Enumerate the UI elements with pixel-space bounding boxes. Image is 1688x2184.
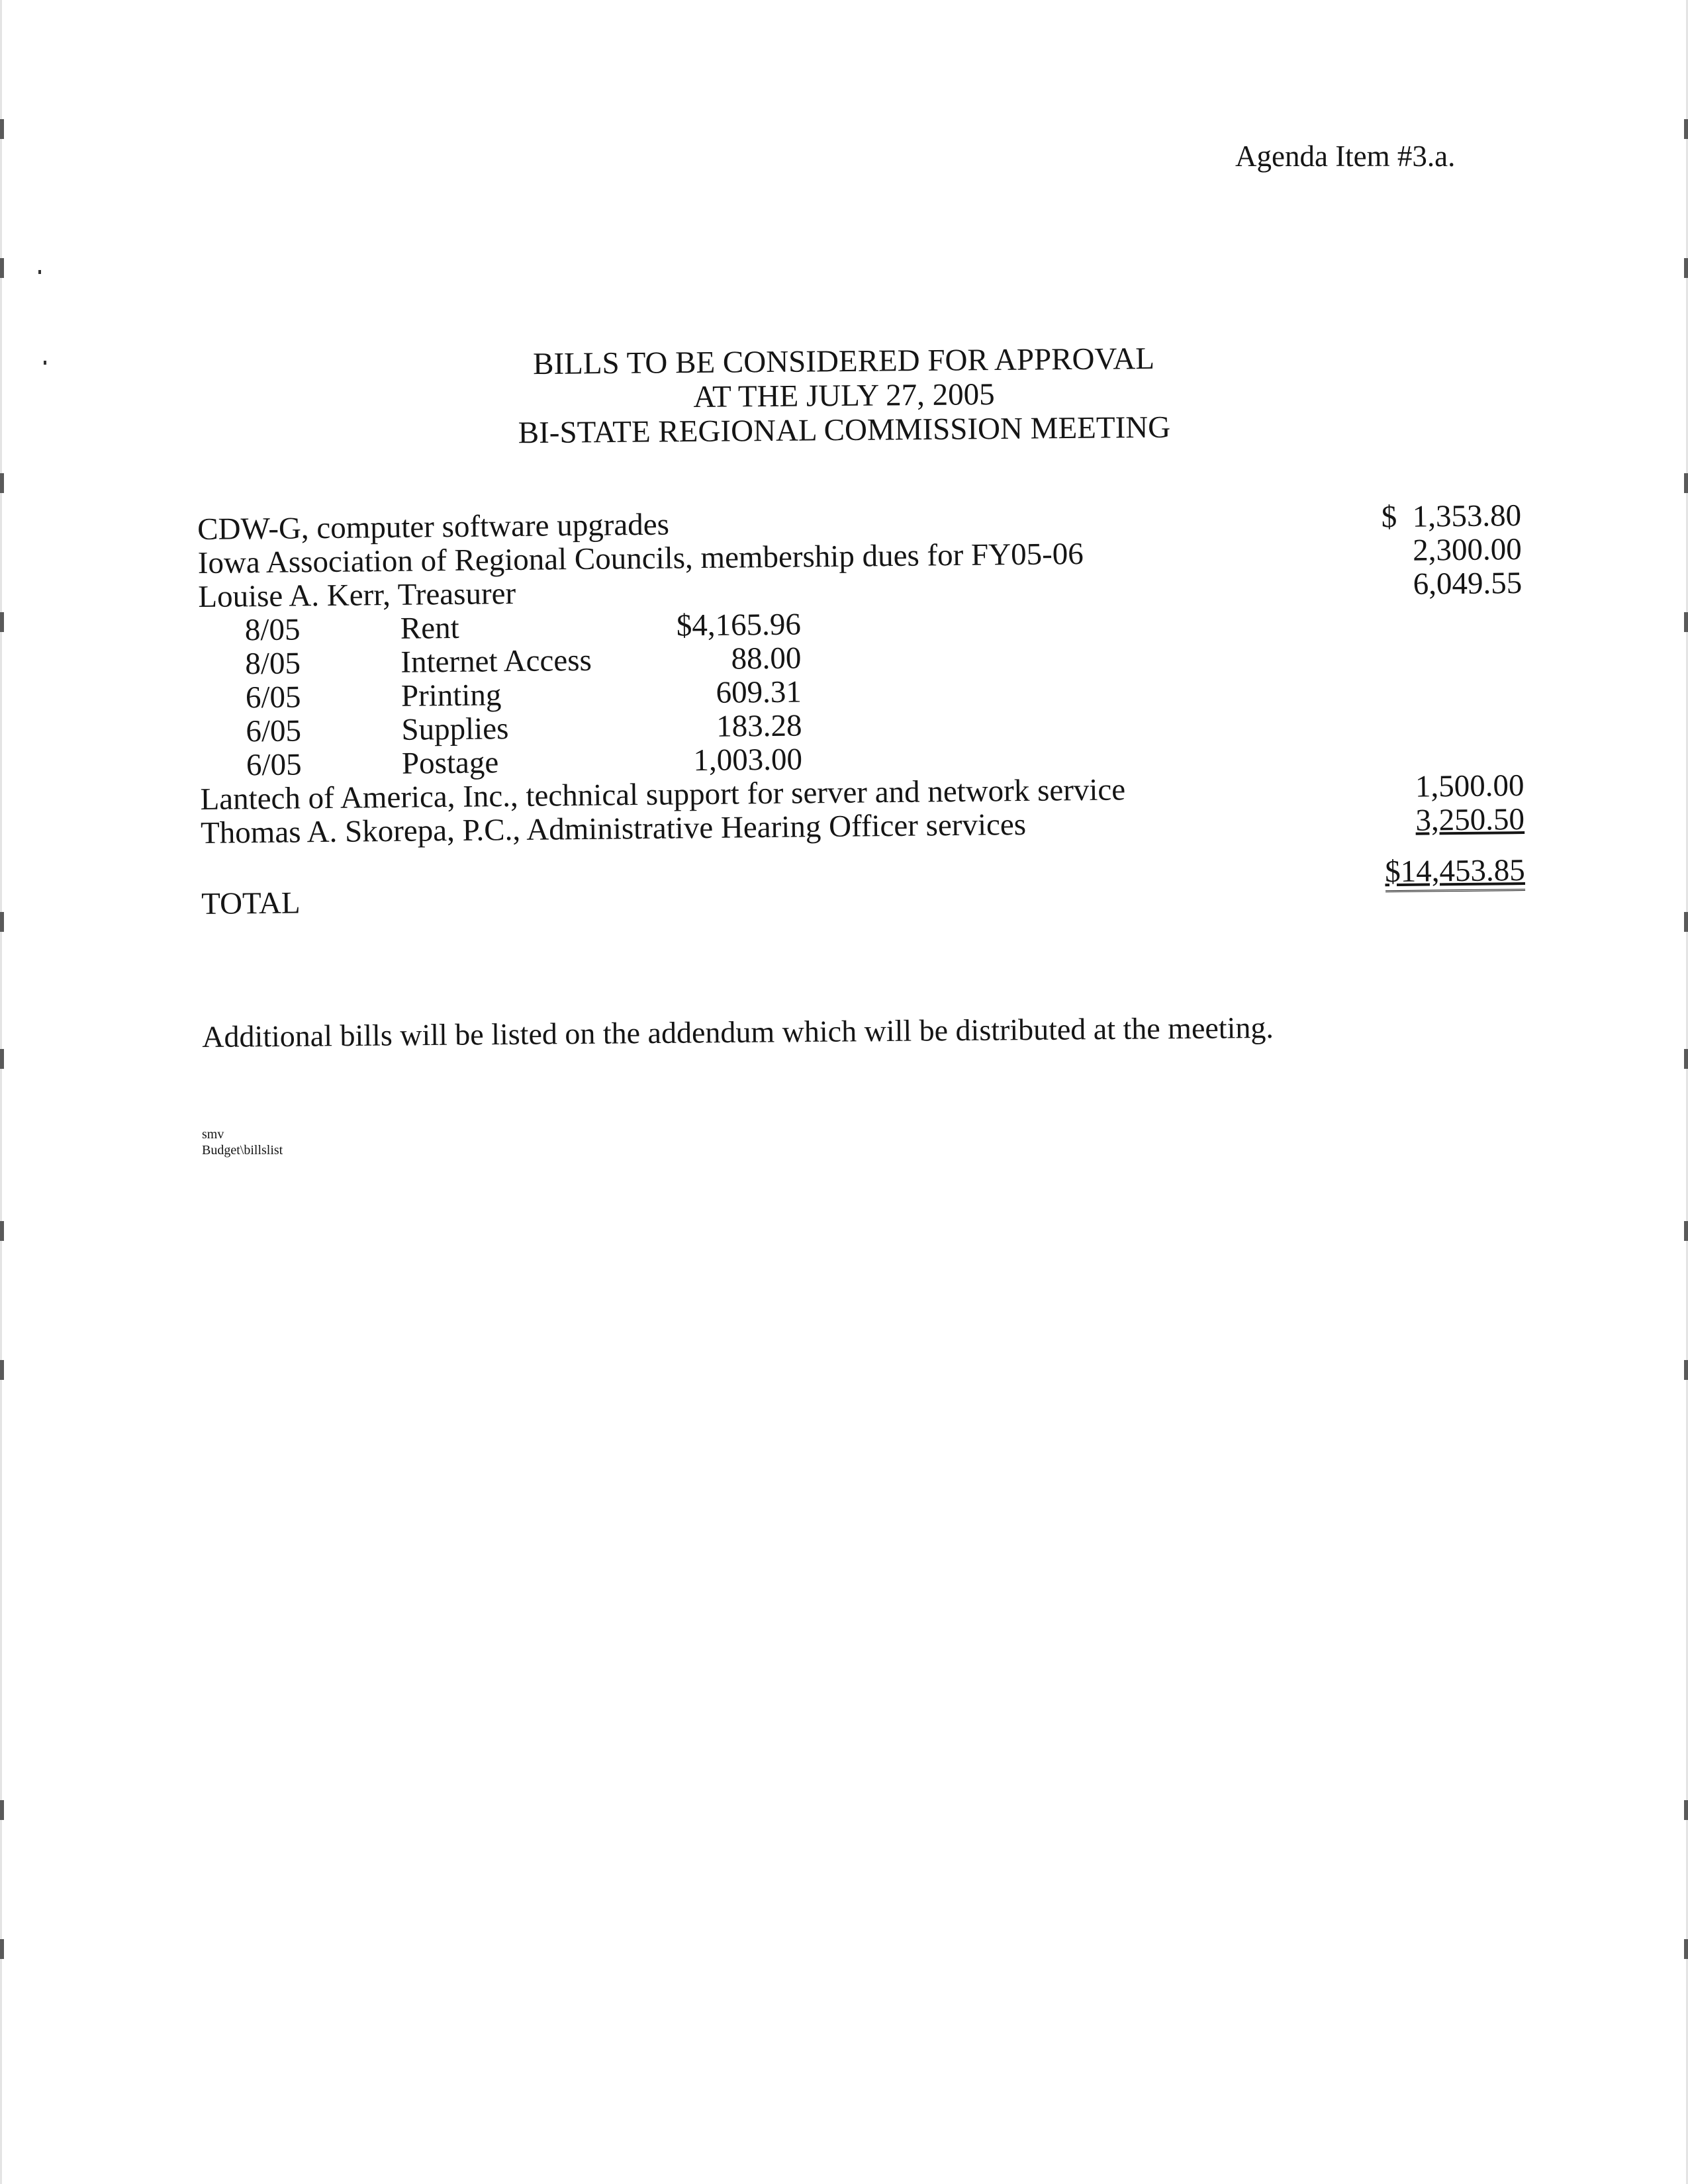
sub-item-name: Internet Access: [400, 643, 592, 680]
scan-mark: [0, 1221, 4, 1241]
scan-mark: [1684, 612, 1688, 632]
scan-mark: [1684, 1360, 1688, 1380]
sub-item-date: 6/05: [245, 680, 301, 715]
total-label: TOTAL: [201, 886, 301, 921]
addendum-note: Additional bills will be listed on the addendum which will be distributed at the meeting.: [202, 1010, 1274, 1054]
total-row: [201, 853, 1526, 921]
sub-item-date: 6/05: [246, 747, 302, 783]
sub-item-name: Postage: [401, 745, 499, 781]
scan-mark: [0, 258, 4, 278]
bill-amount: 1,500.00: [1415, 768, 1524, 804]
bill-amount: 2,300.00: [1412, 532, 1522, 568]
scan-mark: [0, 1800, 4, 1820]
bill-amount: 3,250.50: [1415, 802, 1525, 838]
scan-mark: [1684, 258, 1688, 278]
agenda-item-label: Agenda Item #3.a.: [1235, 140, 1456, 173]
scan-speck: [38, 270, 41, 274]
scan-mark: [0, 1360, 4, 1380]
scan-mark: [1684, 119, 1688, 139]
total-amount: $14,453.85: [1385, 854, 1525, 892]
scan-mark: [1684, 1800, 1688, 1820]
bill-label: Iowa Association of Regional Councils, membership dues for FY05-06: [197, 536, 1084, 580]
scan-mark: [0, 612, 4, 632]
title-line-3: BI-STATE REGIONAL COMMISSION MEETING: [518, 410, 1171, 451]
bills-list: [197, 499, 1525, 921]
sub-item-amount: 183.28: [716, 708, 802, 744]
sub-item-date: 6/05: [246, 713, 302, 749]
bill-amount: $ 1,353.80: [1381, 498, 1522, 535]
scan-mark: [1684, 1049, 1688, 1069]
sub-item-name: Supplies: [401, 711, 509, 747]
scan-mark: [0, 1939, 4, 1959]
title-line-1: BILLS TO BE CONSIDERED FOR APPROVAL: [532, 341, 1155, 382]
scan-mark: [0, 473, 4, 493]
document-title: [0, 337, 1688, 455]
sub-item-name: Printing: [400, 678, 502, 713]
title-line-2: AT THE JULY 27, 2005: [693, 377, 995, 414]
sub-item-date: 8/05: [244, 612, 301, 648]
bill-label: Lantech of America, Inc., technical support for server and network service: [200, 772, 1126, 817]
bill-label: Louise A. Kerr, Treasurer: [198, 576, 516, 614]
scan-mark: [0, 119, 4, 139]
scan-mark: [1684, 912, 1688, 932]
scan-mark: [0, 912, 4, 932]
scan-mark: [0, 1049, 4, 1069]
sub-item-amount: 88.00: [731, 641, 802, 676]
sub-item-date: 8/05: [245, 646, 301, 682]
scan-mark: [1684, 473, 1688, 493]
bill-label: Thomas A. Skorepa, P.C., Administrative Hearing Officer services: [200, 807, 1027, 850]
file-path: Budget\billslist: [202, 1143, 283, 1158]
scan-mark: [1684, 1221, 1688, 1241]
sub-item-amount: 1,003.00: [693, 742, 803, 778]
footer-reference: [202, 1126, 283, 1158]
typist-initials: smv: [202, 1127, 224, 1142]
left-page-edge: [0, 0, 2, 2184]
sub-item-amount: 609.31: [716, 674, 802, 710]
scan-mark: [1684, 1939, 1688, 1959]
sub-item-name: Rent: [400, 610, 459, 646]
bill-amount: 6,049.55: [1413, 566, 1523, 602]
sub-item-amount: $4,165.96: [676, 607, 802, 643]
bill-label: CDW-G, computer software upgrades: [197, 507, 670, 547]
